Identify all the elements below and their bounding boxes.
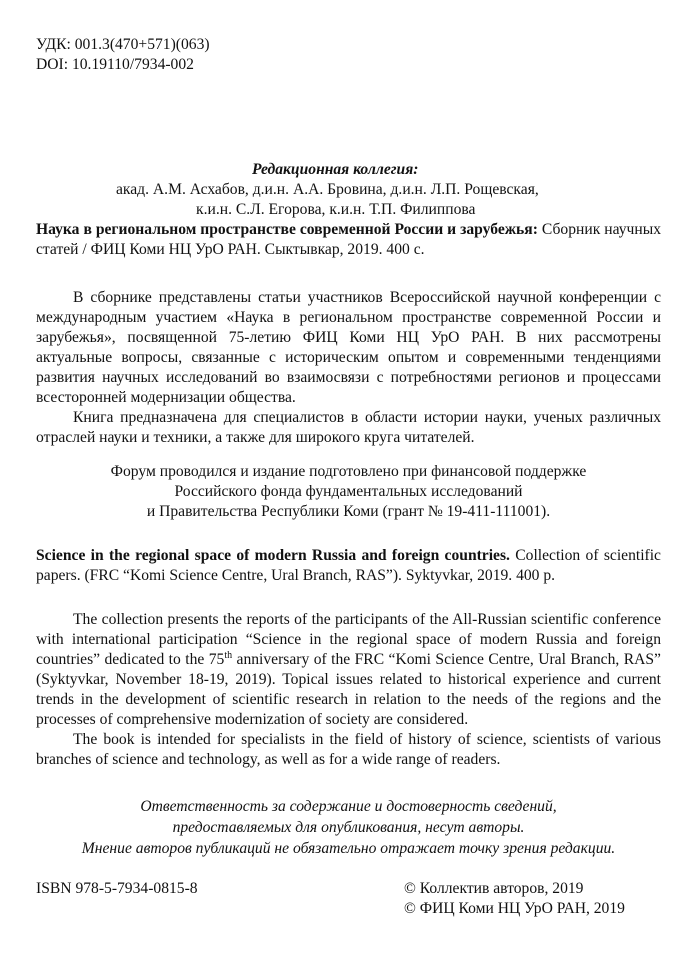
ru-abstract-paragraph-2: Книга предназначена для специалистов в области истории науки, ученых различных отраслей науки и техники, а также для широкого круга читателей. [36,409,661,446]
en-abstract-paragraph-2: The book is intended for specialists in the field of history of science, scientists of various branches of science and technology, as well as for a wide range of readers. [36,731,661,768]
doi-code: DOI: 10.19110/7934-002 [36,56,194,73]
editorial-board-line-2: к.и.н. С.Л. Егорова, к.и.н. Т.П. Филиппова [196,201,476,218]
copyright-authors: © Коллектив авторов, 2019 [404,880,584,897]
en-citation [36,546,661,586]
copyright-institution: © ФИЦ Коми НЦ УрО РАН, 2019 [404,900,625,917]
en-citation-rest: Collection of scientific papers. (FRC “Komi Science Centre, Ural Branch, RAS”). Syktyvkar, 2019. 400 p. [36,547,661,584]
editorial-board-line-1: акад. А.М. Асхабов, д.и.н. А.А. Бровина, д.и.н. Л.П. Рощевская, [116,181,539,198]
editorial-board-title: Редакционная коллегия: [252,161,419,178]
funding-line-1: Форум проводился и издание подготовлено при финансовой поддержке [110,463,587,480]
funding-line-2: Российского фонда фундаментальных исследований [174,483,523,500]
ru-citation [36,220,661,260]
ru-citation-rest: Сборник научных статей / ФИЦ Коми НЦ УрО РАН. Сыктывкар, 2019. 400 с. [36,221,661,258]
isbn-prefix: ISBN [36,880,76,897]
en-citation-title: Science in the regional space of modern Russia and foreign countries. [36,547,510,564]
en-abstract-paragraph-1 [36,610,661,729]
disclaimer-line-2: предоставляемых для опубликования, несут авторы. [172,819,525,836]
en-abstract-text-a: The collection presents the reports of the participants of the All-Russian scientific conference with international participation “Science in the regional space of modern Russia and foreign countries” dedicated to the 75 [36,611,661,668]
en-abstract-text-b: anniversary of the FRC “Komi Science Centre, Ural Branch, RAS” (Syktyvkar, November 18-19, 2019). Topical issues related to historical experience and current trends in the development of scientific research in relation to the needs of the regions and the processes of comprehensive modernization of society are considered. [36,650,661,728]
isbn-number: 978-5-7934-0815-8 [75,880,198,897]
udk-code: УДК: 001.3(470+571)(063) [36,36,210,53]
disclaimer-line-3: Мнение авторов публикаций не обязательно отражает точку зрения редакции. [81,840,616,857]
ru-citation-title: Наука в региональном пространстве современной России и зарубежья: [36,221,538,238]
ru-abstract-paragraph-1: В сборнике представлены статьи участников Всероссийской научной конференции с международным участием «Наука в региональном пространстве современной России и зарубежья», посвященной 75-летию ФИЦ Коми НЦ УрО РАН. В них рассмотрены актуальные вопросы, связанные с историческим опытом и современными тенденциями развития научных исследований во взаимосвязи с потребностями регионов и процессами всесторонней модернизации общества. [36,289,661,406]
disclaimer-line-1: Ответственность за содержание и достоверность сведений, [140,798,557,815]
en-abstract-superscript: th [224,649,233,661]
funding-line-3: и Правительства Республики Коми (грант № 19-411-111001). [146,503,551,520]
isbn [36,879,198,899]
